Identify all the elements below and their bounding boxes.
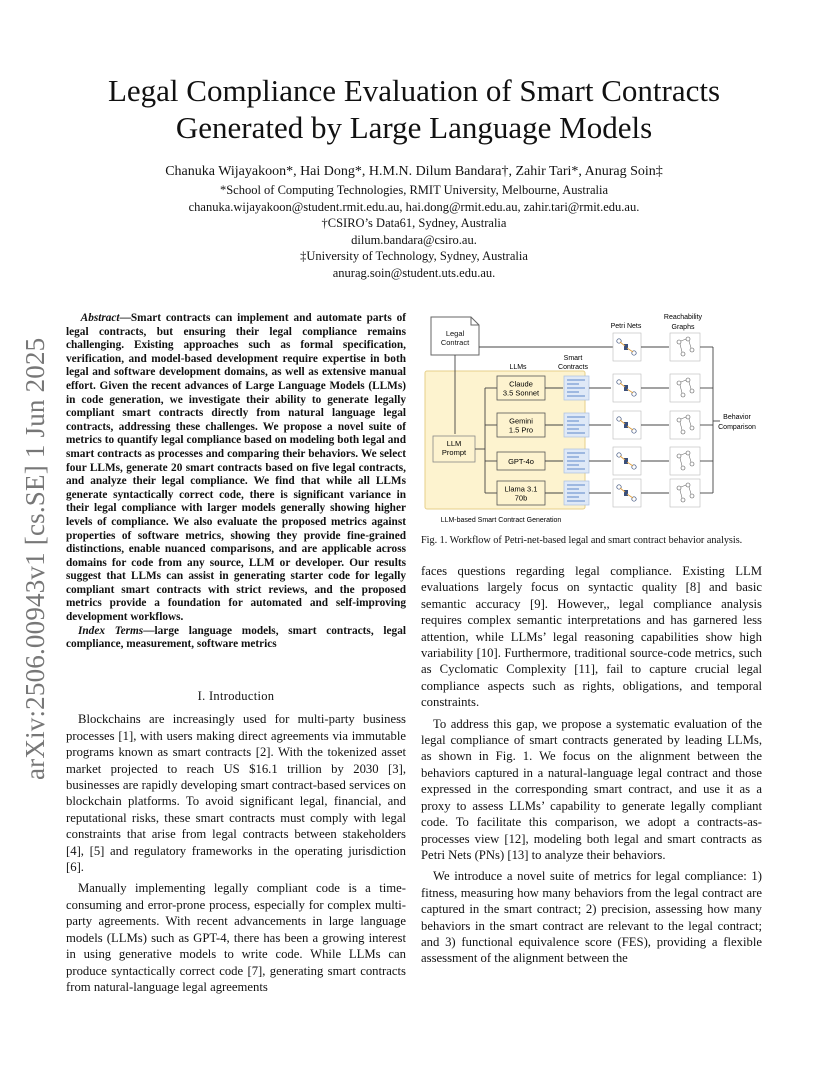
emails-1: chanuka.wijayakoon@student.rmit.edu.au, hai.dong@rmit.edu.au, zahir.tari@rmit.edu.au. <box>188 199 640 214</box>
reachability-graph-box <box>670 447 700 475</box>
graph-node <box>686 483 690 487</box>
index-terms-text: —large language models, smart contracts, legal compliance, measurement, software metrics <box>66 624 406 651</box>
graph-node <box>677 418 681 422</box>
llm-model-label: Claude <box>509 379 533 389</box>
legal-contract-doc-icon <box>431 317 479 355</box>
smart-contracts-label-1: Smart <box>563 355 583 362</box>
llm-model-label: 1.5 Pro <box>508 425 534 435</box>
graph-node <box>686 451 690 455</box>
affiliation-1: *School of Computing Technologies, RMIT University, Melbourne, Australia <box>219 183 609 197</box>
intro-paragraph-3: faces questions regarding legal compliance. Existing LLM evaluations largely focus on syntactic quality [8] and basic semantic accuracy [9]. However,, legal compliance analysis requires complex semantic interpretations and has garnered less attention, while LLMs’ legal reasoning capabilities show high variability [10]. Furthermore, traditional source-code metrics, such as Cyclomatic Complexity [11], fail to capture crucial legal compliance aspects such as rights, obligations, and temporal constraints. <box>421 564 762 710</box>
graph-node <box>677 454 681 458</box>
behavior-label-2: Comparison <box>718 424 756 431</box>
reachability-graph-box <box>670 374 700 402</box>
abstract <box>66 312 406 652</box>
graph-node <box>690 348 694 352</box>
graph-node <box>681 498 685 502</box>
legal-contract-label-1: Legal <box>445 329 465 338</box>
affiliation-3: ‡University of Technology, Sydney, Australia <box>300 249 528 263</box>
figure-footer-label: LLM-based Smart Contract Generation <box>440 517 562 524</box>
intro-paragraph-5: We introduce a novel suite of metrics for legal compliance: 1) fitness, measuring how many behaviors from the legal contract are captured in the smart contract; 2) precision, assessing how many behaviors in the smart contract are relevant to the legal contract; and 3) functional equivalence score (FES), providing a flexible assessment of the alignment between the <box>421 869 762 966</box>
figure-1-workflow <box>421 303 762 525</box>
llm-model-label: GPT-4o <box>508 457 534 466</box>
emails-2: dilum.bandara@csiro.au. <box>351 232 477 247</box>
author-block <box>0 163 828 281</box>
graph-node <box>681 352 685 356</box>
intro-paragraph-2: Manually implementing legally compliant code is a time-consuming and error-prone process, especially for complex multi-party agreements. With recent advancements in large language models (LLMs) such as GPT-4, there has been a growing interest in using generative models to write code. While LLMs can produce syntactically correct code [7], generating smart contracts from natural-language legal agreements <box>66 881 406 994</box>
affiliation-2: †CSIRO’s Data61, Sydney, Australia <box>321 216 507 230</box>
intro-paragraph-1: Blockchains are increasingly used for multi-party business processes [1], with users making direct agreements via immutable programs known as smart contracts [2]. With the tokenized asset market projected to reach US $16.1 trillion by 2030 [3], businesses are rapidly developing smart contract-based services on blockchain platforms. To avoid significant legal, financial, and reputational risks, these smart contracts must comply with legal constraints that arise from legal contracts between stakeholders [4], [5] and regulatory frameworks in the operating jurisdiction [6]. <box>66 712 406 875</box>
abstract-text: —Smart contracts can implement and automate parts of legal contracts, but ensuring their legal compliance remains challenging. Existing approaches such as formal specification, verification, and model-based development require expertise in both legal and software development domains, as well as extensive manual effort. Given the recent advances of Large Language Models (LLMs) in code generation, we investigate their ability to generate legally compliant smart contracts directly from natural language legal contracts, addressing these challenges. We propose a novel suite of metrics to quantify legal compliance based on modeling both legal and smart contracts as processes and comparing their behaviors. We select four LLMs, generate 20 smart contracts based on five legal contracts, and analyze their legal compliance. We find that while all LLMs generate syntactically correct code, there is significant variance in their legal compliance with larger models generally showing higher levels of compliance. We also evaluate the proposed metrics against properties of software metrics, showing they provide fine-grained distinctions, enable nuanced comparisons, and are applicable across domains for code from any source, LLM or developer. Our results suggest that LLMs can assist in generating starter code for legally compliant smart contracts with strict reviews, and the proposed metrics provide a foundation for automated and self-improving development workflows. <box>66 312 407 624</box>
llm-model-label: 70b <box>514 493 528 503</box>
title-line-2: Generated by Large Language Models <box>175 110 653 145</box>
behavior-label-1: Behavior <box>723 414 751 421</box>
graph-node <box>681 393 685 397</box>
llm-model-label: Gemini <box>509 416 533 426</box>
petri-nets-label: Petri Nets <box>610 323 642 330</box>
graph-node <box>677 340 681 344</box>
graph-node <box>677 381 681 385</box>
petri-transition <box>624 422 628 428</box>
abstract-label: Abstract <box>80 312 120 324</box>
graph-node <box>686 415 690 419</box>
reachability-graph-box <box>670 333 700 361</box>
llm-model-label: Llama 3.1 <box>504 484 538 494</box>
llm-model-label: 3.5 Sonnet <box>502 388 540 398</box>
petri-transition <box>624 490 628 496</box>
reachability-label-1: Reachability <box>663 314 703 321</box>
title-line-1: Legal Compliance Evaluation of Smart Contracts <box>107 73 721 108</box>
left-column-body <box>66 679 406 1000</box>
intro-paragraph-4: To address this gap, we propose a systematic evaluation of the legal compliance of smart contracts generated by leading LLMs, as shown in Fig. 1. We focus on the alignment between the behaviors captured in a natural-language legal contract and those expressed in the corresponding smart contract, and use it as a proxy to assess LLMs’ capability to generate legally compliant code. To facilitate this comparison, we adopt a contracts-as-processes view [12], modeling both legal and smart contracts as Petri Nets (PNs) [13] to analyze their behaviors. <box>421 716 762 862</box>
graph-node <box>690 426 694 430</box>
graph-node <box>686 337 690 341</box>
graph-node <box>690 389 694 393</box>
graph-node <box>681 466 685 470</box>
llm-prompt-label-2: Prompt <box>441 448 467 457</box>
graph-node <box>681 430 685 434</box>
llm-prompt-label-1: LLM <box>446 439 462 448</box>
graph-node <box>690 494 694 498</box>
section-heading-introduction: I. Introduction <box>197 689 275 703</box>
graph-node <box>677 486 681 490</box>
llms-column-label: LLMs <box>509 364 527 371</box>
reachability-graph-box <box>670 479 700 507</box>
graph-node <box>686 378 690 382</box>
graph-node <box>690 462 694 466</box>
right-column-body <box>421 563 762 972</box>
index-terms <box>66 625 406 652</box>
arxiv-stamp: arXiv:2506.00943v1 [cs.SE] 1 Jun 2025 <box>20 337 50 780</box>
author-names: Chanuka Wijayakoon*, Hai Dong*, H.M.N. Dilum Bandara†, Zahir Tari*, Anurag Soin‡ <box>165 164 663 179</box>
emails-3: anurag.soin@student.uts.edu.au. <box>332 265 496 280</box>
petri-transition <box>624 385 628 391</box>
smart-contracts-label-2: Contracts <box>558 364 588 371</box>
figure-caption: Fig. 1. Workflow of Petri-net-based legal and smart contract behavior analysis. <box>421 535 743 546</box>
petri-transition <box>624 344 628 350</box>
reachability-label-2: Graphs <box>671 324 695 331</box>
petri-transition <box>624 458 628 464</box>
index-terms-label: Index Terms <box>78 624 144 637</box>
legal-contract-label-2: Contract <box>440 338 470 347</box>
paper-title <box>0 72 828 146</box>
reachability-graph-box <box>670 411 700 439</box>
